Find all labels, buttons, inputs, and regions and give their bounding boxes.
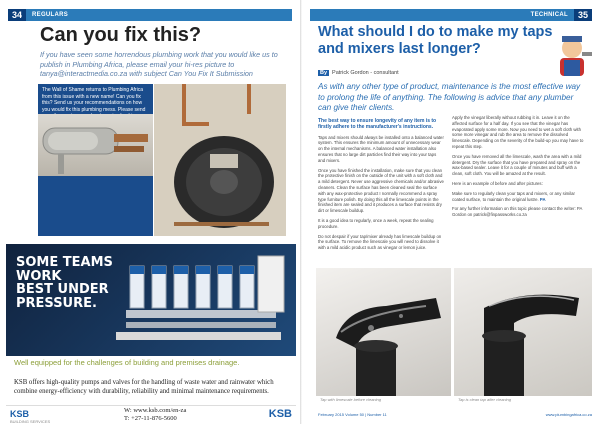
text-column-1 bbox=[318, 118, 444, 255]
sidebar-text: The Wall of Shame returns to Plumbing Africa from this issue with a new name! Can you fix this? Send us your recommendations on how you would fix this plumbing mess. Please send bbox=[42, 87, 146, 113]
paragraph: Apply the vinegar liberally without rubbing it in. Leave it on the affected surface for a half day. If you see that the vinegar has evaporated apply some more. Now you need to wet a soft cloth with some more vinegar and rub the area to remove the dissolved limescale. Depending on the severity of the build-up you may have to repeat this step. bbox=[452, 115, 584, 149]
ad-headline-line: SOME TEAMS bbox=[16, 255, 113, 270]
page-number: 34 bbox=[8, 9, 26, 21]
ksb-advert bbox=[6, 244, 296, 422]
ksb-logo-text: KSB bbox=[10, 409, 30, 419]
ksb-logo bbox=[10, 409, 50, 424]
author: Patrick Gordon - consultant bbox=[332, 70, 399, 76]
ad-headline-line: PRESSURE. bbox=[16, 295, 97, 311]
right-page bbox=[302, 0, 600, 424]
ad-banner bbox=[6, 244, 296, 356]
paragraph-text: Make sure to regularly clean your taps and mixers, or any similar coated surface, to maintain the original lustre. bbox=[452, 190, 575, 202]
article-intro: As with any other type of product, maintenance is the most effective way to prolong the life of anything. The following is advice that any plumber can give their clients. bbox=[318, 82, 581, 112]
pipes-photo bbox=[38, 114, 153, 176]
ksb-logo-right: KSB bbox=[268, 408, 292, 420]
ad-headline-line: WORK bbox=[16, 268, 62, 284]
footer-issue: February 2015 Volume 50 | Number 11 bbox=[318, 412, 387, 417]
paragraph: For any further information on this topic please contact the writer: PA Gordon on patrick@finpassworks.co.za bbox=[452, 206, 583, 218]
ksb-logo-tag: BUILDING SERVICES bbox=[10, 419, 51, 424]
section-label: REGULARS bbox=[26, 9, 292, 21]
left-header bbox=[8, 8, 292, 22]
page-number: 35 bbox=[574, 9, 592, 21]
ad-subhead: Well equipped for the challenges of building and premises drainage. bbox=[14, 358, 240, 367]
ad-footer bbox=[6, 405, 296, 422]
article-title: Can you fix this? bbox=[40, 24, 202, 46]
ad-headline bbox=[16, 256, 113, 310]
ad-headline-line: BEST UNDER bbox=[16, 282, 109, 297]
text-column-2 bbox=[452, 115, 586, 222]
photo-caption: Tap with limescale before cleaning bbox=[320, 397, 381, 402]
tap-before-photo bbox=[316, 268, 451, 396]
paragraph: Here is an example of before and after pictures: bbox=[452, 180, 543, 186]
article-sign: PA bbox=[539, 196, 546, 202]
right-header bbox=[310, 8, 592, 22]
byline-tag: By bbox=[320, 70, 328, 76]
pump-illustration bbox=[106, 252, 291, 352]
ad-phone: T: +27-11-876-5600 bbox=[124, 414, 177, 422]
plumber-mascot-icon bbox=[552, 34, 594, 80]
paragraph: Taps and mixers should always be installed onto a balanced water system. This ensures the minimum amount of unnecessary wear on the internal mechanisms. A balanced water installation also ensures that no large dirt particles find their way into your taps and mixers. bbox=[318, 134, 444, 163]
footer-url[interactable]: www.plumbingafrica.co.za bbox=[545, 412, 592, 417]
paragraph: Once you have finished the installation, make sure that you clean the protective finish on the outside of the unit with a soft cloth and a mild detergent. Never use aggressive chemicals and/or abrasive cleaners. Clean the surface has been cleaned seal the surface with any wax-protective product I normally recommend a spray type furniture polish. By doing this all the limescale points in the finished item are sealed and it produces a surface that resists dry dirt or limescale buildup. bbox=[318, 167, 444, 214]
photo-caption: Tap is clean tap after cleaning bbox=[458, 397, 511, 402]
paragraph: It is a good idea to regularly, once a week, repeat the sealing procedure. bbox=[318, 217, 434, 229]
article-intro: If you have seen some horrendous plumbing work that you would like us to publish in Plumbing Africa, please email your hi-res picture to tanya@interactmedia.co.za with subject Can You Fix It Submission bbox=[40, 50, 278, 78]
byline bbox=[318, 70, 399, 76]
geyser-photo bbox=[154, 84, 286, 236]
ad-body: KSB offers high-quality pumps and valves for the handling of waste water and rainwater which combine energy-efficiency with durability, reliability and minimal maintenance requirements. bbox=[14, 379, 274, 395]
section-label: TECHNICAL bbox=[310, 9, 574, 21]
tap-after-photo bbox=[454, 268, 592, 396]
lead-paragraph: The best way to ensure longevity of any item is to firstly adhere to the manufacturer's instructions. bbox=[318, 118, 437, 131]
ad-website[interactable]: W: www.ksb.com/en-za bbox=[124, 407, 187, 414]
paragraph: Do not despair if your tap/mixer already has limescale buildup on the surface. To remove the limescale you will need to dissolve it with a mild acidic product such as vinegar or lemon juice. bbox=[318, 233, 442, 251]
paragraph bbox=[452, 191, 586, 203]
ad-contact bbox=[124, 407, 186, 422]
article-title: What should I do to make my taps and mixers last longer? bbox=[318, 24, 553, 57]
paragraph: Once you have removed all the limescale, wash the area with a mild detergent. Dry the surface that you have prepared and spray on the wax-based sealer. Leave it for a couple of minutes and buff with a clean, soft cloth. You will be amazed at the result. bbox=[452, 153, 582, 177]
